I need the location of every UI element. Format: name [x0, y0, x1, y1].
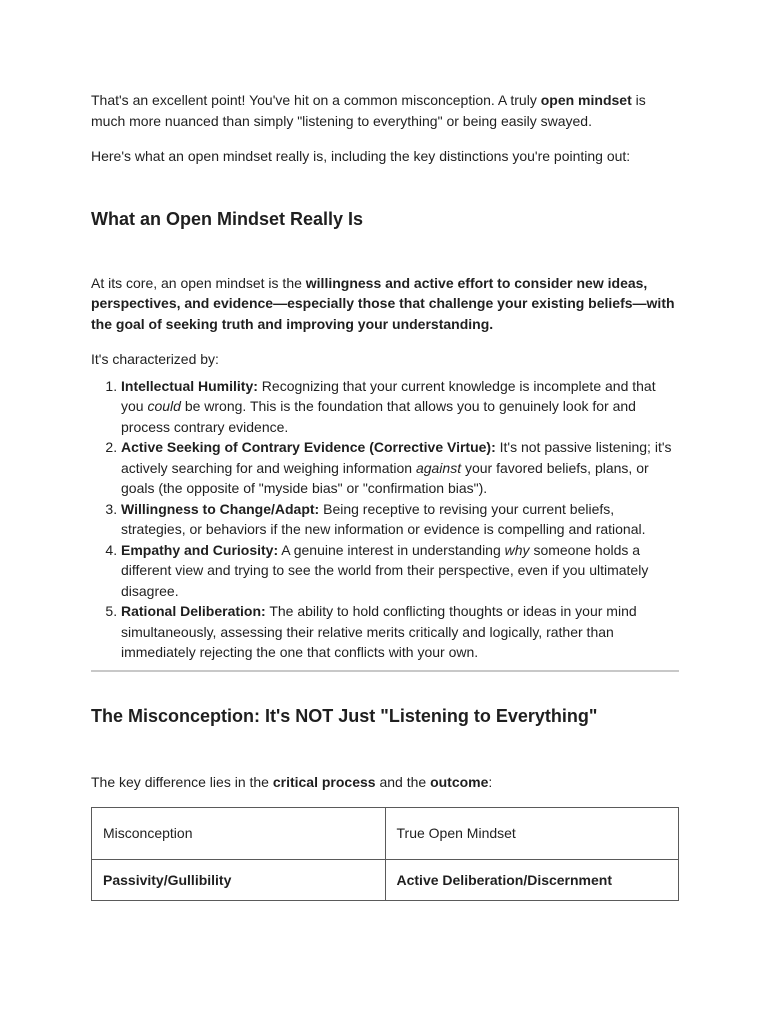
item-text: someone holds a different view and trying to see the world from their perspective, even if you ultimately disagree.	[121, 541, 649, 599]
table-row	[92, 860, 679, 901]
characteristics-list	[91, 376, 679, 663]
intro-bold: open mindset	[540, 92, 632, 108]
table-cell: Active Deliberation/Discernment	[385, 860, 679, 901]
item-text: be wrong. This is the foundation that allows you to genuinely look for and process contrary evidence.	[121, 398, 636, 435]
item-text: Recognizing that your current knowledge is incomplete and that you	[121, 377, 656, 414]
core-bold: willingness and active effort to consider new ideas, perspectives, and evidence—especially those that challenge your existing beliefs—with the goal of seeking truth and improving your understanding.	[91, 274, 675, 332]
table-cell: Passivity/Gullibility	[92, 860, 386, 901]
item-text: A genuine interest in understanding	[278, 541, 505, 558]
table-header-row	[92, 808, 679, 860]
section-divider	[91, 670, 679, 672]
item-title: Willingness to Change/Adapt:	[121, 500, 320, 517]
item-text: your favored beliefs, plans, or goals (the opposite of "myside bias" or "confirmation bias").	[121, 459, 649, 496]
core-text: At its core, an open mindset is the	[91, 274, 306, 291]
item-emphasis: why	[504, 541, 530, 558]
item-emphasis: against	[415, 459, 462, 476]
intro-paragraph	[91, 90, 679, 131]
intro-paragraph-2: Here's what an open mindset really is, including the key distinctions you're pointing out:	[91, 148, 631, 164]
key-difference-paragraph	[91, 772, 679, 793]
section-heading-misconception: The Misconception: It's NOT Just "Listening to Everything"	[91, 705, 598, 726]
item-title: Rational Deliberation:	[121, 603, 266, 619]
section-heading-what: What an Open Mindset Really Is	[91, 208, 364, 229]
intro-text: is much more nuanced than simply "listening to everything" or being easily swayed.	[91, 92, 646, 129]
table-header-cell: Misconception	[92, 808, 386, 860]
diff-text: and the	[375, 773, 431, 790]
item-emphasis: could	[147, 398, 181, 414]
comparison-table	[91, 807, 679, 901]
item-title: Intellectual Humility:	[121, 377, 258, 394]
characterized-label: It's characterized by:	[91, 351, 219, 367]
list-item	[121, 437, 679, 499]
intro-text: That's an excellent point! You've hit on a common misconception. A truly	[91, 92, 541, 108]
list-item	[121, 499, 679, 540]
diff-bold: critical process	[272, 773, 376, 790]
diff-text: The key difference lies in the	[91, 773, 273, 790]
response-content	[91, 90, 679, 901]
core-definition	[91, 273, 679, 335]
item-text: Being receptive to revising your current beliefs, strategies, or behaviors if the new information or evidence is compelling and rational.	[121, 500, 646, 537]
item-text: The ability to hold conflicting thoughts or ideas in your mind simultaneously, assessing their relative merits critically and logically, rather than immediately rejecting the one that conflicts with your own.	[121, 603, 637, 660]
table-header-cell: True Open Mindset	[385, 808, 679, 860]
item-title: Active Seeking of Contrary Evidence (Corrective Virtue):	[121, 439, 496, 455]
item-title: Empathy and Curiosity:	[121, 541, 279, 558]
item-text: It's not passive listening; it's actively searching for and weighing information	[121, 439, 672, 476]
list-item	[121, 376, 679, 438]
list-item	[121, 601, 679, 663]
diff-bold: outcome	[430, 773, 489, 790]
list-item	[121, 540, 679, 602]
diff-text: :	[488, 773, 493, 790]
